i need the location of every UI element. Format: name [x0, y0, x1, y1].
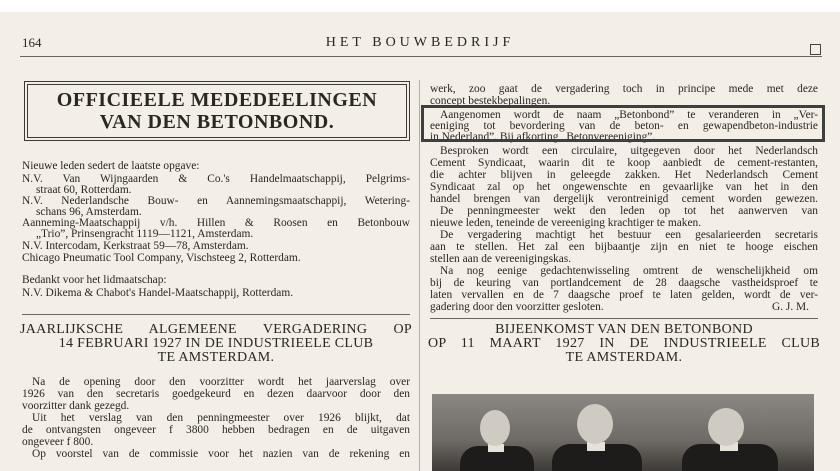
highlighted-line: in Nederland”. Bij afkorting „Betonvereeniging”. [430, 131, 656, 143]
member-line: Aanneming-Maatschappij v/h. Hillen & Roosen en Betonbouw [22, 217, 410, 229]
member-line: N.V. Nederlandsche Bouw- en Aannemingsmaatschappij, Wetering- [22, 195, 410, 207]
photo-face-right [708, 408, 744, 446]
selection-highlight-box [421, 105, 825, 142]
section-divider [22, 314, 410, 315]
meeting2-title-line1: BIJEENKOMST VAN DEN BETONBOND [495, 322, 753, 337]
member-line: straat 60, Rotterdam. [36, 184, 132, 196]
paragraph-line: Uit het verslag van den penningmeester over 1926 blijkt, dat [32, 412, 410, 424]
body-line: laten vervallen en de 7 daagsche proef te laten gelden, wordt de ver- [430, 289, 818, 301]
body-line: die achter blijven in geleegde zakken. Het Nederlandsch Cement [430, 169, 818, 181]
journal-title: HET BOUWBEDRIJF [325, 35, 515, 50]
paragraph-line: Op voorstel van de commissie voor het nazien van de rekening en [32, 448, 410, 460]
annual-meeting-title-line3: TE AMSTERDAM. [157, 350, 275, 365]
continuation-line: werk, zoo gaat de vergadering toch in principe mede met deze [430, 83, 818, 95]
member-line: N.V. Intercodam, Kerkstraat 59—78, Amsterdam. [22, 240, 249, 252]
member-line: schans 96, Amsterdam. [36, 206, 142, 218]
member-line: Chicago Pneumatic Tool Company, Vischsteeg 2, Rotterdam. [22, 252, 301, 264]
paragraph-line: de ontvangsten ongeveer f 3800 hebben bedragen en de uitgaven [22, 424, 410, 436]
body-line: gadering door den voorzitter gesloten. [430, 301, 604, 313]
annual-meeting-title-line1: JAARLIJKSCHE ALGEMEENE VERGADERING OP [20, 322, 412, 337]
resigned-intro: Bedankt voor het lidmaatschap: [22, 274, 167, 286]
photo-face-center [577, 404, 613, 444]
paragraph-line: Na de opening door den voorzitter wordt het jaarverslag over [32, 376, 410, 388]
body-line: nieuwe leden, teneinde de vereeniging krachtiger te maken. [430, 217, 702, 229]
paragraph-line: 1926 van den secretaris goedgekeurd en dezen daarvoor door den [22, 388, 410, 400]
member-line: N.V. Van Wijngaarden & Co.'s Handelmaatschappij, Pelgrims- [22, 173, 410, 185]
body-line: handel brengen van dergelijk verontreinigd cement worden gewezen. [430, 193, 818, 205]
body-line: De penningmeester wekt den leden op tot het aanwerven van [440, 205, 818, 217]
body-line: aan te stellen. Het zal een bijbaantje zijn en niet te hooge eischen [430, 241, 818, 253]
paragraph-line: ongeveer f 800. [22, 436, 94, 448]
official-title-line1: OFFICIEELE MEDEDEELINGEN [56, 89, 378, 111]
highlighted-line: Aangenomen wordt de naam „Betonbond” te veranderen in „Ver- [440, 109, 818, 121]
body-line: Cement Syndicaat, waarin dit te koop aanbiedt de cement-restanten, [430, 157, 818, 169]
meeting-photograph [432, 394, 814, 471]
member-line: „Trio”, Prinsengracht 1119—1121, Amsterdam. [36, 228, 254, 240]
official-title-line2: VAN DEN BETONBOND. [99, 111, 335, 133]
meeting2-title-line3: TE AMSTERDAM. [565, 350, 683, 365]
continuation-line: concept bestekbepalingen. [430, 95, 551, 107]
paragraph-line: voorzitter dank gezegd. [22, 400, 130, 412]
header-rule [20, 56, 822, 57]
column-separator [419, 80, 420, 471]
page-number: 164 [22, 35, 42, 50]
body-line: Syndicaat zal op het ongewenschte en gevaarlijke van het in den [430, 181, 818, 193]
section-divider [430, 318, 818, 319]
photo-face-left [480, 410, 510, 446]
highlighted-line: eeniging tot bevordering van de beton- en gewapendbeton-industrie [430, 120, 818, 132]
official-announcements-title [24, 81, 410, 141]
body-line: De vergadering machtigt het bestuur een gesalarieerden secretaris [440, 229, 818, 241]
resigned-member: N.V. Dikema & Chabot's Handel-Maatschappij, Rotterdam. [22, 287, 294, 299]
page-corner-icon [810, 44, 821, 55]
body-line: bij de keuring van portlandcement de 28 daagsche vastheidsproef te [430, 277, 818, 289]
body-line: Na nog eenige gedachtenwisseling omtrent de wenschelijkheid om [440, 265, 818, 277]
annual-meeting-title-line2: 14 FEBRUARI 1927 IN DE INDUSTRIEELE CLUB [58, 336, 374, 351]
author-signature: G. J. M. [772, 301, 810, 313]
new-members-intro: Nieuwe leden sedert de laatste opgave: [22, 160, 200, 172]
body-line: Besproken wordt een circulaire, uitgegeven door het Nederlandsch [440, 145, 818, 157]
body-line: stellen aan de vereenigingskas. [430, 253, 572, 265]
meeting2-title-line2: OP 11 MAART 1927 IN DE INDUSTRIEELE CLUB [428, 336, 820, 351]
